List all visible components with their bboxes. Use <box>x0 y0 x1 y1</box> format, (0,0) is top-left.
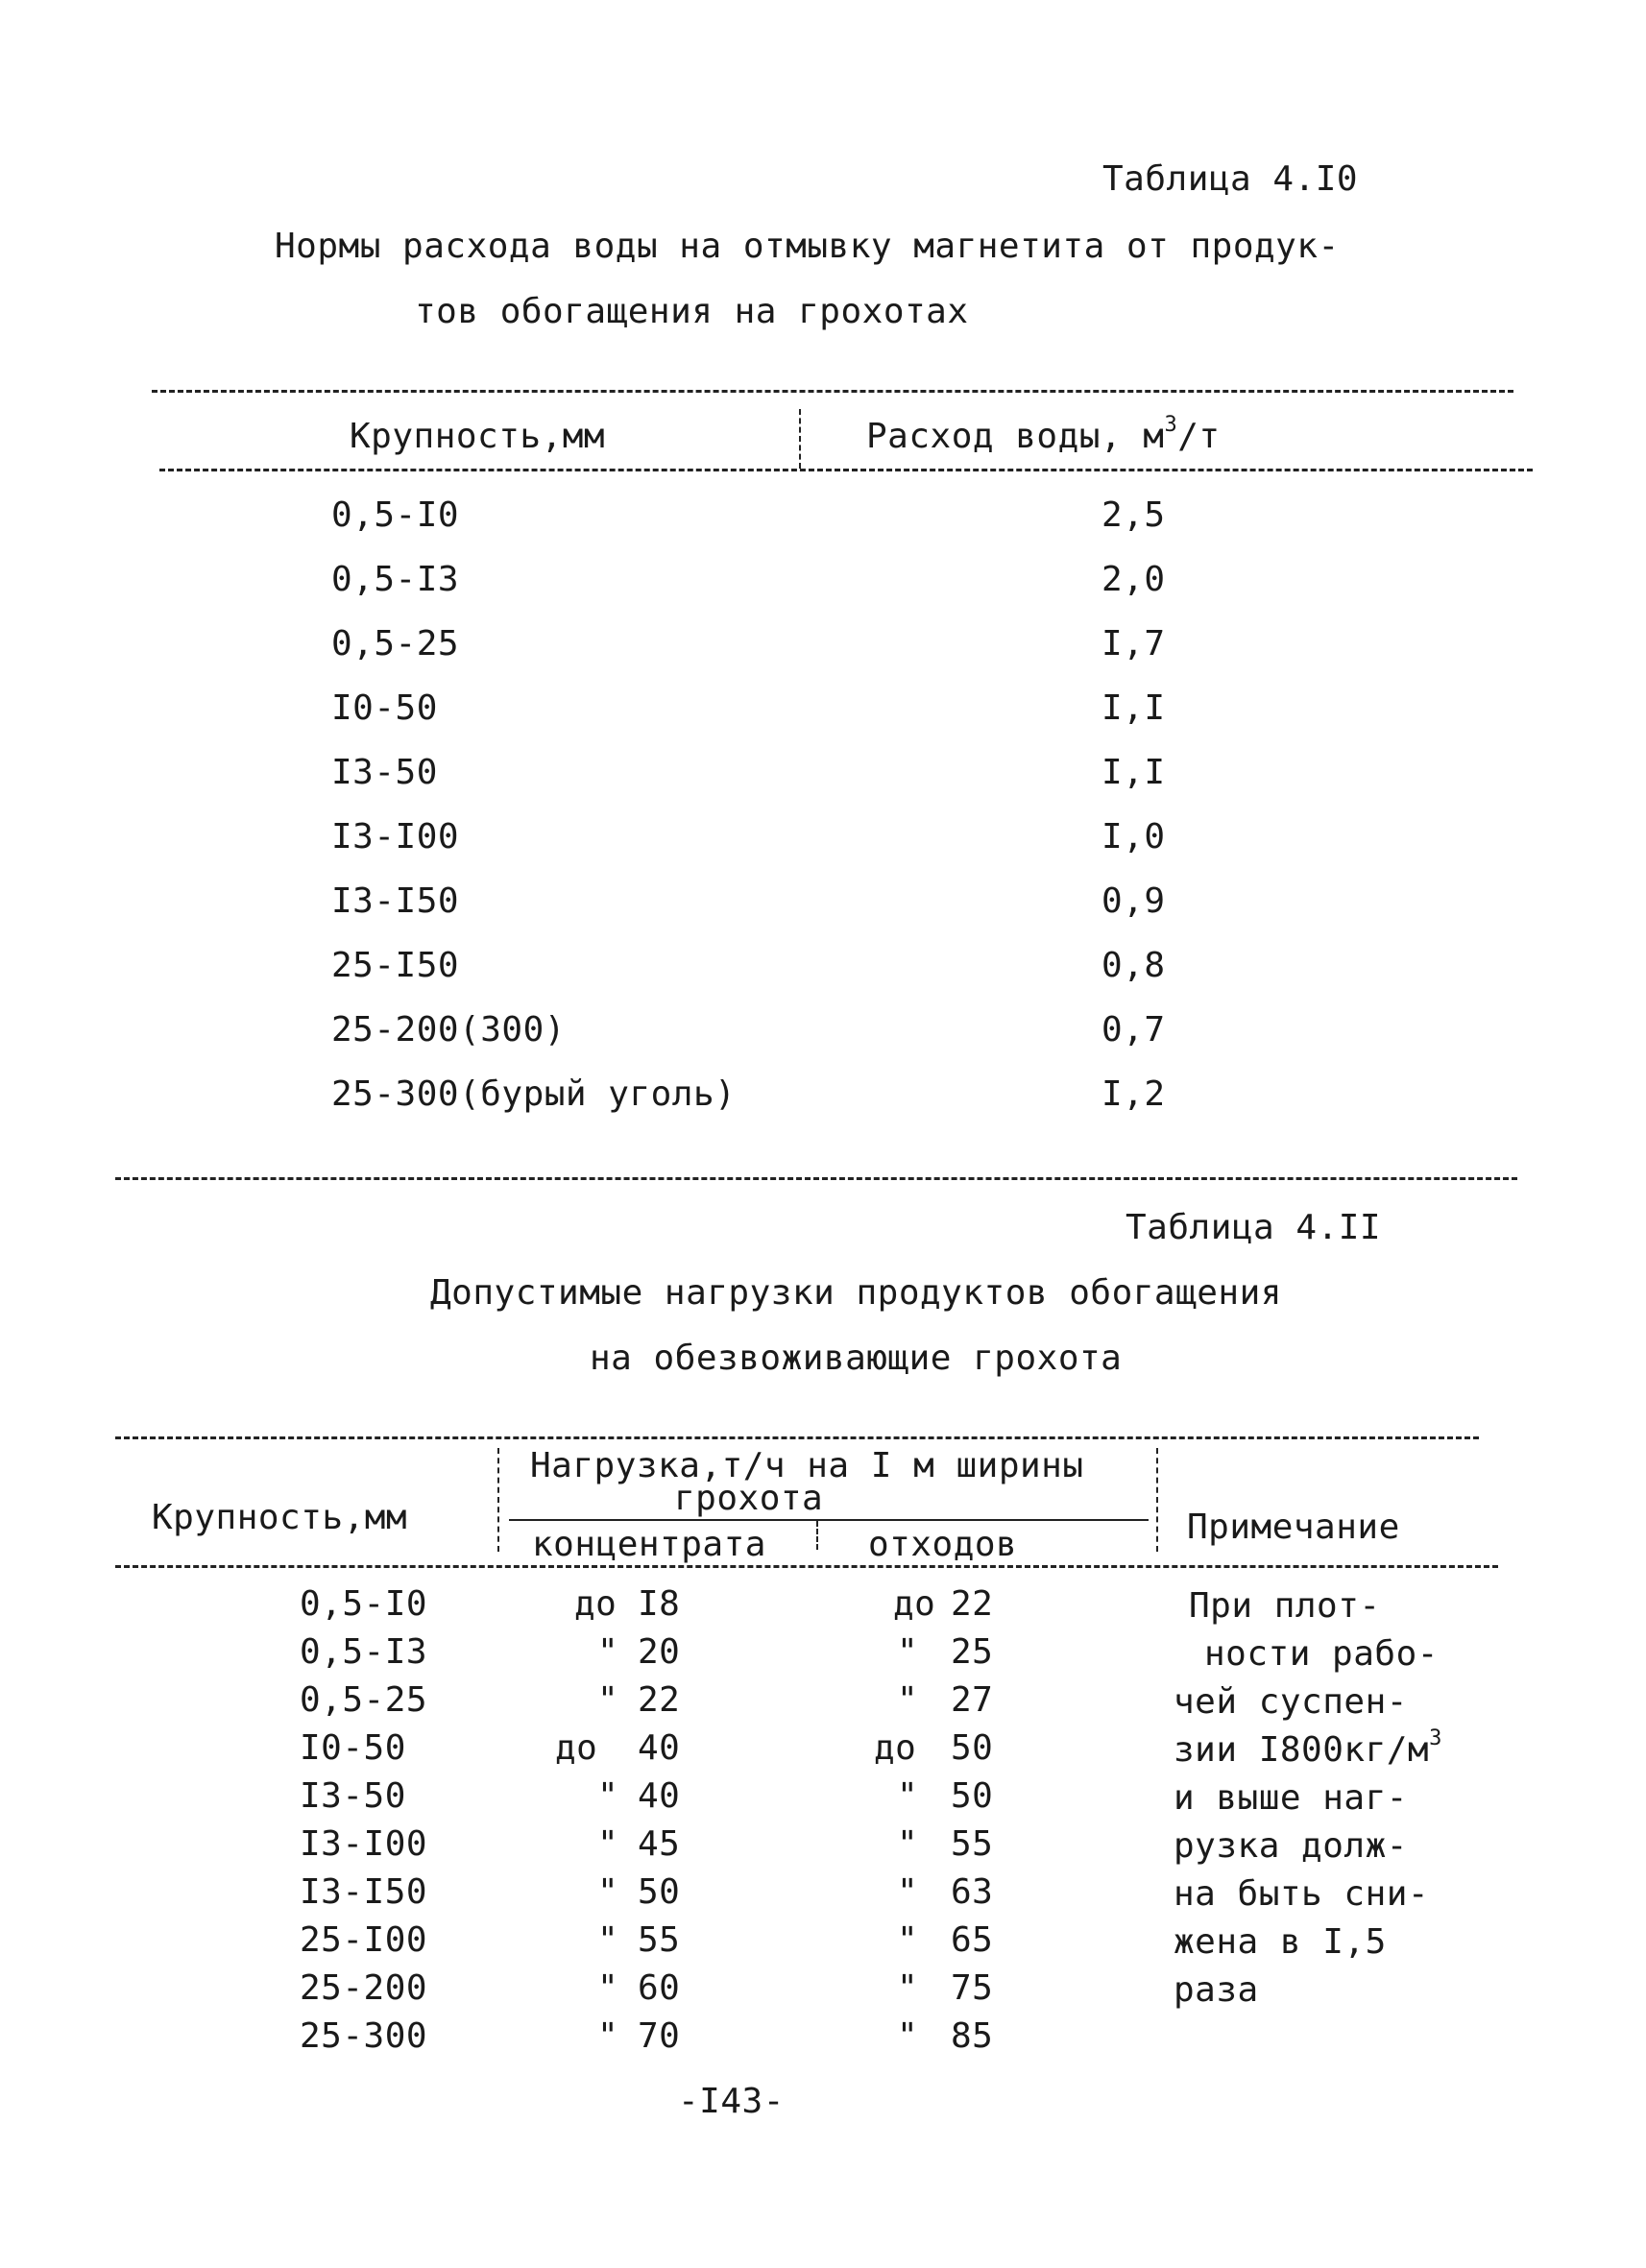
table1-row-size: I0-50 <box>331 688 438 728</box>
table2-row-concentrate-prefix: до <box>574 1584 617 1624</box>
table2-row-tailings-value: 27 <box>951 1680 994 1720</box>
table2-row-size: I3-I50 <box>300 1872 428 1912</box>
table2-row-concentrate-value: 40 <box>638 1776 681 1816</box>
table1-header-water <box>866 413 1221 456</box>
table2-row-concentrate-value: 40 <box>638 1728 681 1768</box>
table2-row-size: 25-I00 <box>300 1920 428 1960</box>
table2-note-line: При плот- <box>1189 1586 1381 1626</box>
table2-row-concentrate-value: 70 <box>638 2016 681 2056</box>
table2-row-concentrate-value: 50 <box>638 1872 681 1912</box>
table2-note-line: жена в I,5 <box>1174 1922 1387 1962</box>
table2-header-concentrate: концентрата <box>532 1525 766 1564</box>
table2-row-tailings-value: 85 <box>951 2016 994 2056</box>
table2-row-concentrate-value: 22 <box>638 1680 681 1720</box>
table2-row-concentrate-value: 60 <box>638 1968 681 2008</box>
table1-row-water: I,I <box>1101 688 1166 728</box>
table2-row-size: I3-I00 <box>300 1824 428 1864</box>
table2-row-concentrate-prefix: " <box>597 1920 619 1960</box>
table2-header-divider-middle <box>816 1521 818 1550</box>
table1-header-size: Крупность,мм <box>350 417 606 456</box>
page-number: -I43- <box>678 2082 785 2121</box>
table2-row-tailings-prefix: " <box>897 1920 919 1960</box>
table2-row-concentrate-prefix: " <box>597 1632 619 1672</box>
table2-row-concentrate-prefix: " <box>597 1872 619 1912</box>
table2-header-subrule <box>509 1519 1149 1521</box>
table2-row-tailings-prefix: " <box>897 1680 919 1720</box>
table2-row-size: 0,5-25 <box>300 1680 428 1720</box>
table2-row-concentrate-value: 20 <box>638 1632 681 1672</box>
table1-row-size: I3-I50 <box>331 881 460 921</box>
table2-header-note: Примечание <box>1187 1508 1400 1547</box>
table2-row-size: I3-50 <box>300 1776 406 1816</box>
table2-note-line-with-unit <box>1174 1726 1442 1770</box>
table1-row-size: 25-300(бурый уголь) <box>331 1074 737 1114</box>
table1-row-water: I,I <box>1101 753 1166 792</box>
table2-title-line1: Допустимые нагрузки продуктов обогащения <box>430 1273 1282 1313</box>
table1-header-divider <box>799 409 801 469</box>
table2-note-line: раза <box>1174 1970 1259 2010</box>
table1-top-rule <box>152 390 1513 393</box>
table2-row-concentrate-value: 55 <box>638 1920 681 1960</box>
table2-note-line: на быть сни- <box>1174 1874 1430 1914</box>
table2-note-line: чей суспен- <box>1174 1682 1408 1722</box>
table2-row-tailings-value: 25 <box>951 1632 994 1672</box>
table2-note-sup: 3 <box>1429 1726 1442 1750</box>
table2-row-tailings-value: 22 <box>951 1584 994 1624</box>
table2-note-line: зии I800кг/м <box>1174 1730 1430 1770</box>
table2-row-tailings-prefix: до <box>893 1584 936 1624</box>
table2-row-size: I0-50 <box>300 1728 406 1768</box>
table2-row-concentrate-prefix: " <box>597 1680 619 1720</box>
table1-row-water: 2,0 <box>1101 560 1166 599</box>
table1-row-water: I,0 <box>1101 817 1166 857</box>
table2-row-tailings-prefix: " <box>897 1632 919 1672</box>
table2-row-tailings-prefix: " <box>897 2016 919 2056</box>
table1-title-line1: Нормы расхода воды на отмывку магнетита от продук- <box>275 227 1340 266</box>
table1-row-water: 2,5 <box>1101 495 1166 535</box>
table2-header-load-line1: Нагрузка,т/ч на I м ширины <box>530 1446 1084 1485</box>
table2-row-tailings-value: 63 <box>951 1872 994 1912</box>
table2-row-tailings-prefix: до <box>874 1728 917 1768</box>
table2-row-concentrate-prefix: " <box>597 1824 619 1864</box>
table1-row-water: 0,8 <box>1101 946 1166 985</box>
table2-row-concentrate-prefix: " <box>597 2016 619 2056</box>
table2-header-tailings: отходов <box>868 1525 1018 1564</box>
table1-row-size: 25-I50 <box>331 946 460 985</box>
table2-row-size: 25-300 <box>300 2016 428 2056</box>
table1-row-size: I3-50 <box>331 753 438 792</box>
table2-note-line: рузка долж- <box>1174 1826 1408 1866</box>
table2-header-divider-left <box>497 1448 499 1552</box>
table1-header-water-prefix: Расход воды, м <box>866 417 1165 456</box>
table1-row-size: 25-200(300) <box>331 1010 566 1050</box>
table2-row-tailings-value: 55 <box>951 1824 994 1864</box>
table2-row-tailings-prefix: " <box>897 1824 919 1864</box>
table2-row-concentrate-prefix: " <box>597 1776 619 1816</box>
table2-header-load-line2: грохота <box>674 1479 824 1518</box>
table2-row-tailings-prefix: " <box>897 1968 919 2008</box>
table1-header-rule <box>159 469 1533 471</box>
table2-row-concentrate-prefix: " <box>597 1968 619 2008</box>
table2-top-rule <box>115 1436 1479 1439</box>
table1-row-size: I3-I00 <box>331 817 460 857</box>
table2-header-rule <box>115 1565 1498 1568</box>
table1-row-size: 0,5-I3 <box>331 560 460 599</box>
table1-header-water-sup: 3 <box>1164 413 1178 437</box>
table2-row-tailings-value: 75 <box>951 1968 994 2008</box>
table2-row-tailings-value: 50 <box>951 1728 994 1768</box>
table2-row-tailings-prefix: " <box>897 1872 919 1912</box>
table1-row-size: 0,5-I0 <box>331 495 460 535</box>
table1-bottom-rule <box>115 1177 1517 1180</box>
table2-row-concentrate-prefix: до <box>555 1728 598 1768</box>
table1-number: Таблица 4.I0 <box>1102 159 1359 199</box>
table1-row-water: I,7 <box>1101 624 1166 664</box>
table2-row-size: 25-200 <box>300 1968 428 2008</box>
table1-title-line2: тов обогащения на грохотах <box>415 292 969 331</box>
table1-row-water: I,2 <box>1101 1074 1166 1114</box>
table2-header-divider-right <box>1156 1448 1158 1552</box>
table2-row-size: 0,5-I3 <box>300 1632 428 1672</box>
table2-note-line: ности рабо- <box>1204 1634 1439 1674</box>
table1-row-size: 0,5-25 <box>331 624 460 664</box>
table1-header-water-suffix: /т <box>1177 417 1221 456</box>
table2-row-tailings-value: 65 <box>951 1920 994 1960</box>
table2-note-line: и выше наг- <box>1174 1778 1408 1818</box>
table2-row-concentrate-value: 45 <box>638 1824 681 1864</box>
table2-title-line2: на обезвоживающие грохота <box>590 1339 1123 1378</box>
table1-row-water: 0,7 <box>1101 1010 1166 1050</box>
table2-row-concentrate-value: I8 <box>638 1584 681 1624</box>
table2-row-size: 0,5-I0 <box>300 1584 428 1624</box>
table1-row-water: 0,9 <box>1101 881 1166 921</box>
table2-row-tailings-prefix: " <box>897 1776 919 1816</box>
table2-header-size: Крупность,мм <box>152 1498 408 1537</box>
table2-row-tailings-value: 50 <box>951 1776 994 1816</box>
table2-number: Таблица 4.II <box>1126 1208 1382 1247</box>
